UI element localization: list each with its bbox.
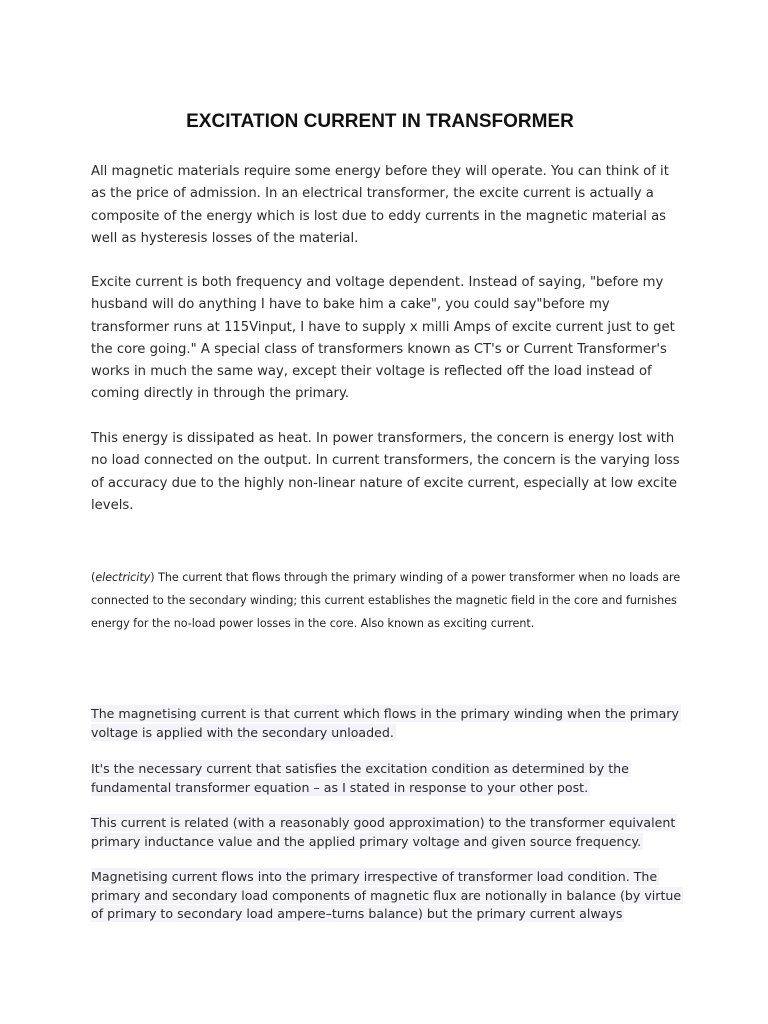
highlighted-text: This current is related (with a reasonably good approximation) to the transformer equivalent primary inductance value and the applied primary voltage and given source frequency. (91, 815, 676, 849)
paragraph-3: This energy is dissipated as heat. In power transformers, the concern is energy lost with no load connected on the output. In current transformers, the concern is the varying loss of accuracy due to the highly non-linear nature of excite current, especially at low excite levels. (91, 431, 680, 513)
highlighted-paragraph-4 (91, 868, 691, 924)
definition-category: electricity (95, 571, 151, 584)
paragraph-1: All magnetic materials require some energy before they will operate. You can think of it as the price of admission. In an electrical transformer, the excite current is actually a composite of the energy which is lost due to eddy currents in the magnetic material as well as hysteresis losses of the material. (91, 164, 669, 246)
highlighted-text: Magnetising current flows into the primary irrespective of transformer load condition. The primary and secondary load components of magnetic flux are notionally in balance (by virtue of primary to secondary load ampere–turns balance) but the primary current always (91, 869, 682, 921)
document-title: EXCITATION CURRENT IN TRANSFORMER (186, 111, 574, 132)
definition-close-paren: ) (150, 571, 155, 584)
definition-text: The current that flows through the primary winding of a power transformer when no loads are connected to the secondary winding; this current establishes the magnetic field in the core and furnishes energy for the no-load power losses in the core. Also known as exciting current. (91, 571, 681, 630)
paragraph-2: Excite current is both frequency and voltage dependent. Instead of saying, "before my husband will do anything I have to bake him a cake", you could say"before my transformer runs at 115Vinput, I have to supply x milli Amps of excite current just to get the core going." A special class of transformers known as CT's or Current Transformer's works in much the same way, except their voltage is reflected off the load instead of coming directly in through the primary. (91, 275, 675, 402)
highlighted-paragraph-2 (91, 760, 691, 797)
highlighted-paragraph-1 (91, 705, 691, 742)
highlighted-paragraph-3 (91, 814, 691, 851)
highlighted-text: The magnetising current is that current which flows in the primary winding when the primary voltage is applied with the secondary unloaded. (91, 706, 679, 740)
definition-open-paren: ( (91, 571, 96, 584)
highlighted-text: It's the necessary current that satisfies the excitation condition as determined by the fundamental transformer equation – as I stated in response to your other post. (91, 761, 629, 795)
definition-paragraph (91, 566, 691, 635)
